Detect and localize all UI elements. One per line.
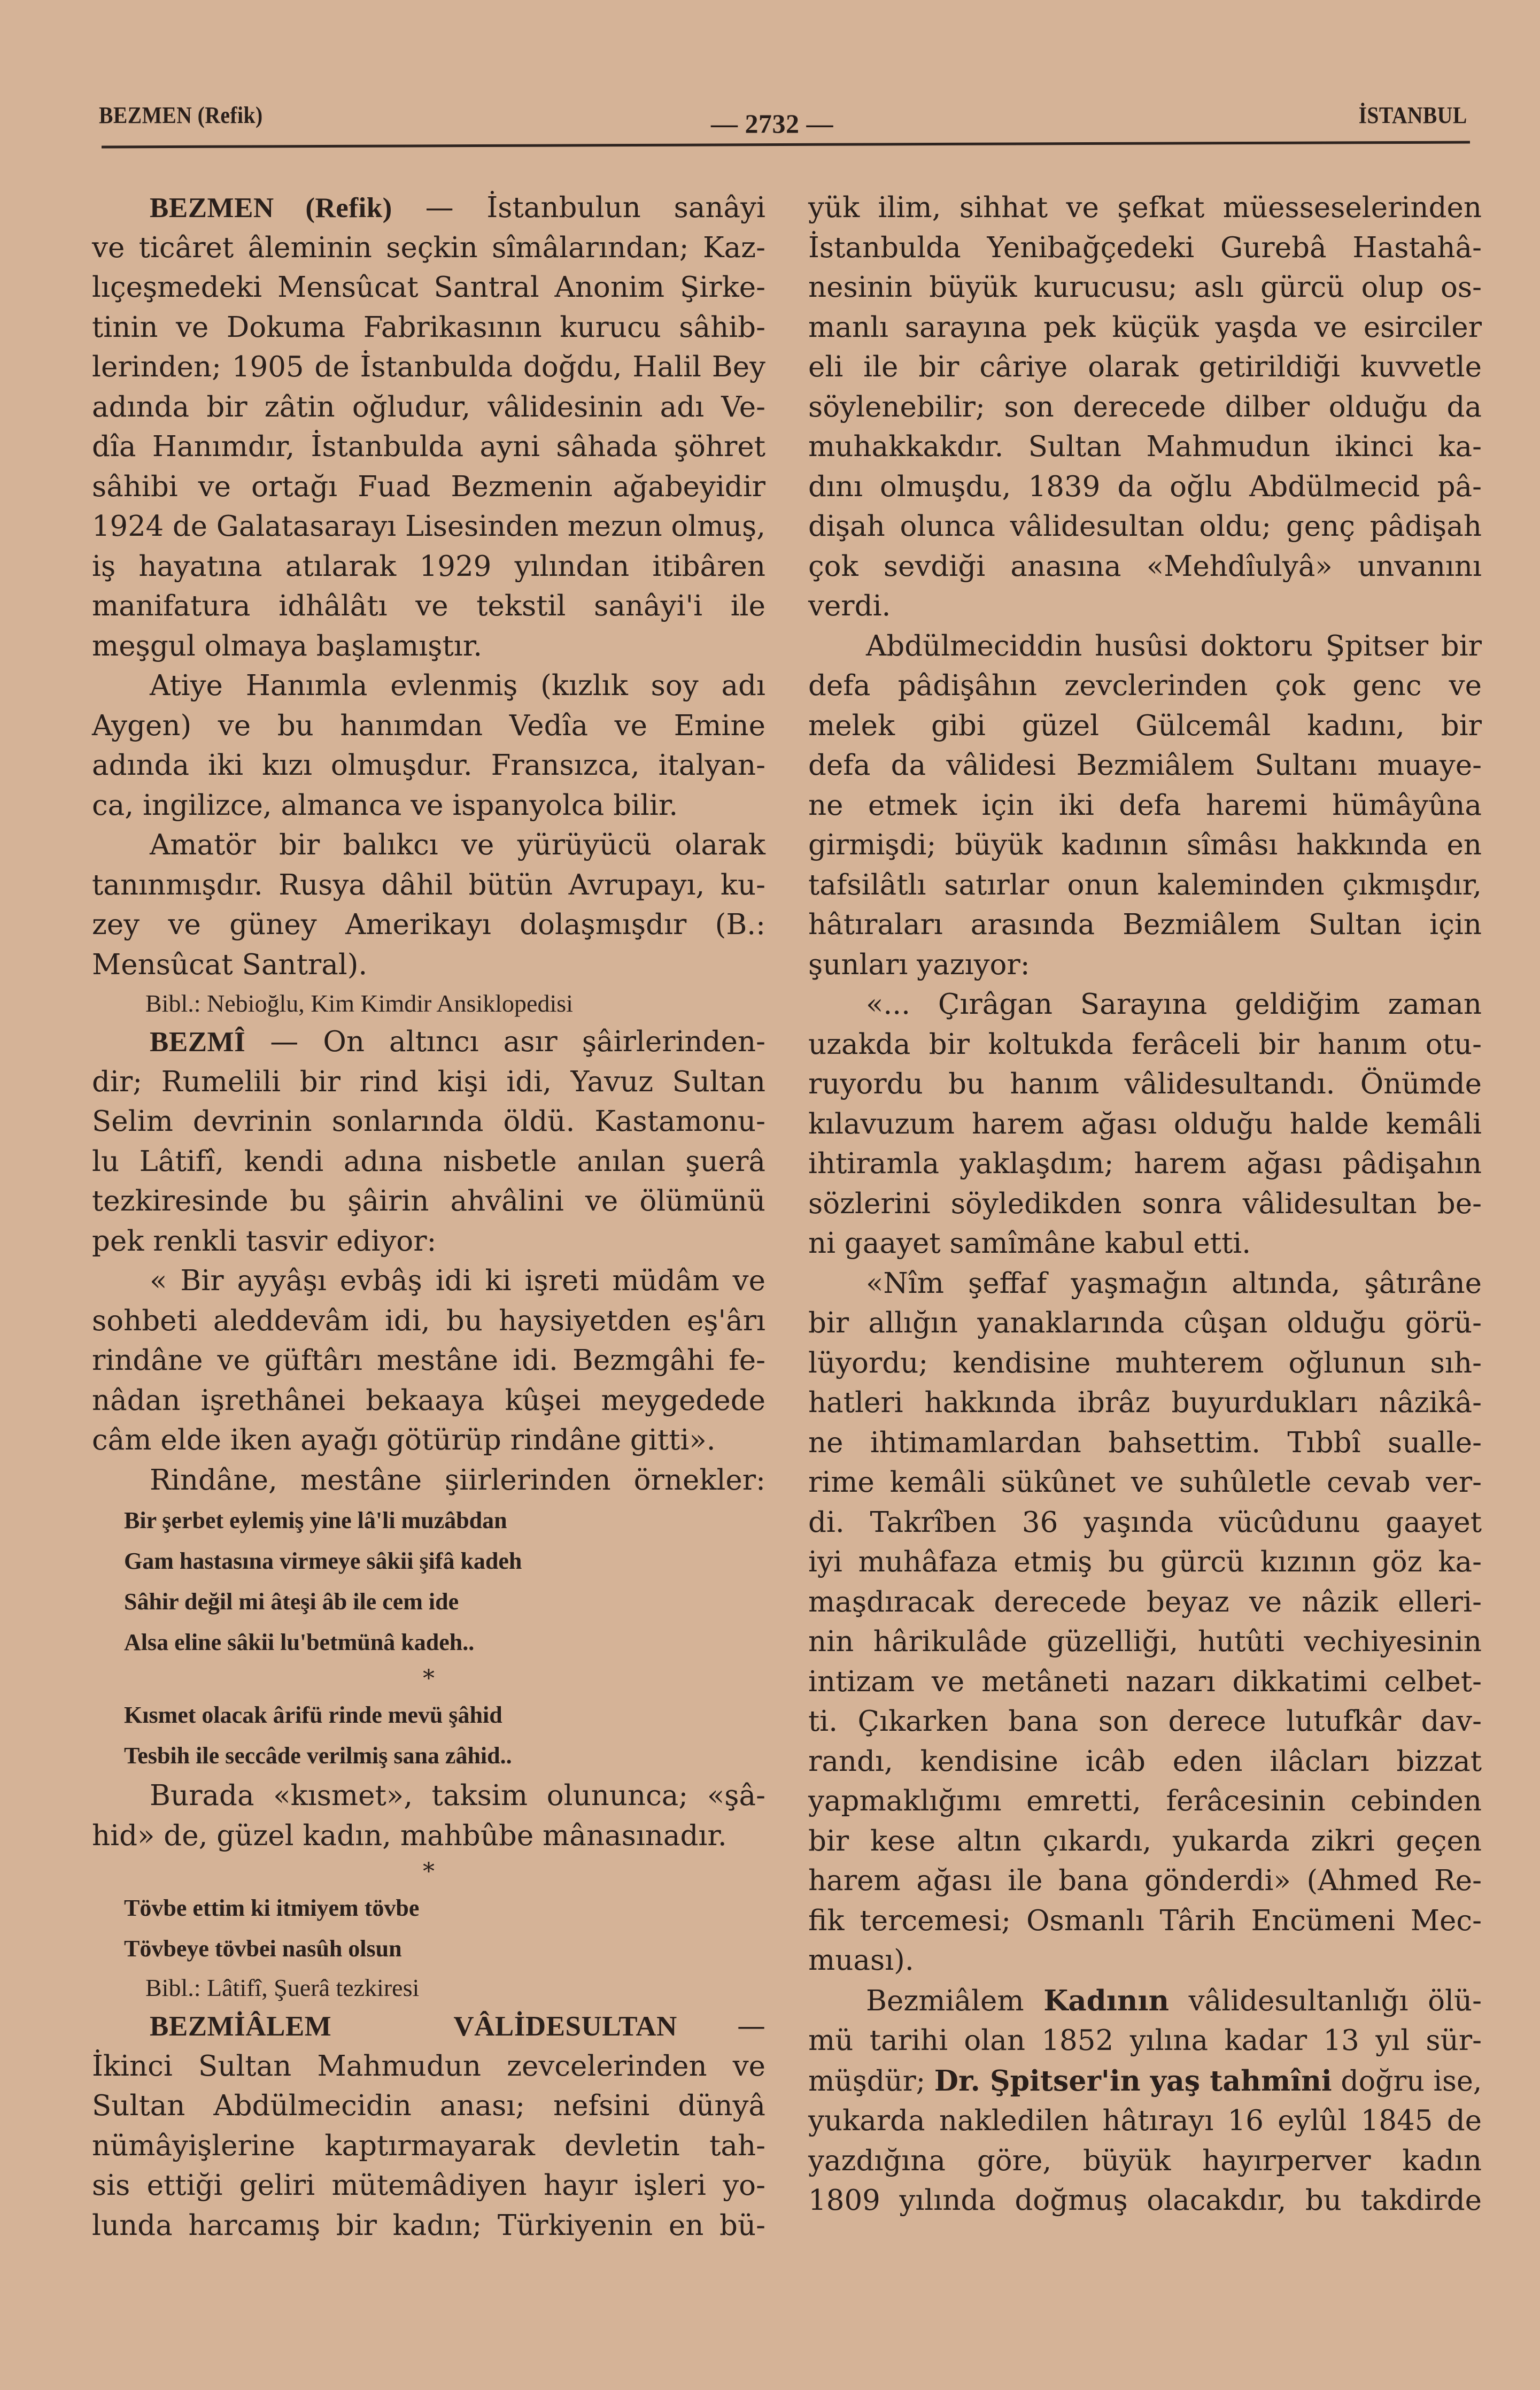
quote-line: kılavuzum harem ağası olduğu halde kemâli: [808, 1107, 1482, 1140]
text-line: [92, 2007, 765, 2047]
headword: BEZMEN (Refik): [150, 192, 392, 223]
entry-bezmialem: [92, 2007, 765, 2246]
text-line: dını olmuşdu, 1839 da oğlu Abdülmecid pâ-: [808, 470, 1482, 503]
quote-line: ti. Çıkarken bana son derece lutufkâr dav-: [808, 1705, 1482, 1738]
quote-line: rime kemâli sükûnet ve suhûletle cevab ver-: [808, 1466, 1482, 1499]
bibliography: Bibl.: Nebioğlu, Kim Kimdir Ansiklopedisi: [145, 990, 573, 1017]
verse-line: Sâhir değil mi âteşi âb ile cem ide: [124, 1589, 459, 1615]
text-line: Atiye Hanımla evlenmiş (kızlık soy adı: [150, 669, 765, 702]
text-line: Mensûcat Santral).: [92, 948, 368, 981]
quote-line: bir kese altın çıkardı, yukarda zikri geçen: [808, 1824, 1482, 1857]
text-line: dir; Rumelili bir rind kişi idi, Yavuz Sultan: [92, 1065, 765, 1098]
quote-line: yapmaklığımı emretti, ferâcesinin cebinden: [808, 1785, 1482, 1817]
text-span: İstanbulun sanâyi: [486, 191, 765, 224]
text-line: pek renkli tasvir ediyor:: [92, 1224, 437, 1258]
text-span: vâlidesultanlığı ölü-: [1169, 1984, 1482, 2017]
text-line: ca, ingilizce, almanca ve ispanyolca bilir.: [92, 789, 678, 822]
emphasis: Dr. Şpitser'in yaş tahmîni: [934, 2064, 1332, 2098]
entry-bezmi: [92, 1022, 765, 2007]
quote-line: «... Çırâgan Sarayına geldiğim zaman: [866, 988, 1482, 1021]
text-line: girmişdi; büyük kadının sîmâsı hakkında en: [808, 829, 1482, 861]
text-line: iş hayatına atılarak 1929 yılından itibâren: [92, 550, 765, 583]
text-line: Sultan Abdülmecidin anası; nefsini dünyâ: [92, 2090, 765, 2122]
text-line: [808, 1981, 1482, 2022]
text-line: tezkiresinde bu şâirin ahvâlini ve ölümünü: [92, 1185, 765, 1217]
verse-line: Tövbeye tövbei nasûh olsun: [124, 1936, 402, 1962]
text-line: manlı sarayına pek küçük yaşda ve esirciler: [808, 311, 1482, 344]
text-line: mü tarihi olan 1852 yılına kadar 13 yıl sür-: [808, 2024, 1482, 2057]
text-line: 1809 yılında doğmuş olacakdır, bu takdirde: [808, 2184, 1482, 2217]
text-line: dişah olunca vâlidesultan oldu; genç pâdişah: [808, 510, 1482, 543]
quote-line: muası).: [808, 1944, 914, 1977]
right-column: [808, 188, 1482, 2221]
quote-line: «Nîm şeffaf yaşmağın altında, şâtırâne: [866, 1267, 1482, 1300]
quote-line: rindâne ve güftârı mestâne idi. Bezmgâhi fe-: [92, 1344, 765, 1377]
text-line: lerinden; 1905 de İstanbulda doğdu, Halil Bey: [92, 351, 765, 383]
text-line: muhakkakdır. Sultan Mahmudun ikinci ka-: [808, 430, 1482, 463]
dash: —: [245, 1026, 323, 1058]
quote-line: bir allığın yanaklarında cûşan olduğu görü-: [808, 1307, 1482, 1339]
text-line: nümâyişlerine kaptırmayarak devletin tah-: [92, 2129, 765, 2162]
quote-line: maşdıracak derecede beyaz ve nâzik elleri-: [808, 1585, 1482, 1618]
quote-line: nâdan işrethânei bekaaya kûşei meygedede: [92, 1384, 765, 1417]
text-line: Selim devrinin sonlarında öldü. Kastamonu-: [92, 1105, 765, 1138]
quote-paragraph: [808, 1264, 1482, 1981]
text-line: Aygen) ve bu hanımdan Vedîa ve Emine: [92, 709, 765, 742]
entry-bezmen-refik: [92, 188, 765, 1022]
text-span: Bezmiâlem: [866, 1984, 1044, 2017]
headword: BEZMİÂLEM VÂLİDESULTAN: [150, 2011, 677, 2042]
quote-line: lüyordu; kendisine muhterem oğlunun sıh-: [808, 1346, 1482, 1379]
text-line: [808, 2061, 1482, 2102]
asterisk-separator: *: [423, 1665, 435, 1692]
quote-line: randı, kendisine icâb eden ilâcları bizzat: [808, 1745, 1482, 1778]
quote-line: fik tercemesi; Osmanlı Târih Encümeni Mec-: [808, 1904, 1482, 1937]
text-line: Burada «kısmet», taksim olununca; «şâ-: [150, 1779, 765, 1812]
paragraph: [808, 1981, 1482, 2221]
quote-line: ni gaayet samîmâne kabul etti.: [808, 1227, 1251, 1260]
running-head-left: BEZMEN (Refik): [99, 102, 263, 128]
text-line: ne etmek için iki defa haremi hümâyûna: [808, 789, 1482, 822]
headword: BEZMÎ: [150, 1027, 246, 1058]
dash: —: [392, 191, 487, 224]
running-head-right: İSTANBUL: [1358, 102, 1467, 128]
quote-line: di. Takrîben 36 yaşında vücûdunu gaayet: [808, 1506, 1482, 1539]
text-line: [92, 1022, 765, 1062]
text-line: 1924 de Galatasarayı Lisesinden mezun olmuş,: [92, 510, 765, 543]
quote-line: harem ağası ile bana gönderdi» (Ahmed Re-: [808, 1864, 1482, 1897]
asterisk-separator: *: [423, 1858, 435, 1885]
text-line: tafsilâtlı satırlar onun kaleminden çıkmışdır,: [808, 868, 1482, 901]
verse-line: Tövbe ettim ki itmiyem tövbe: [124, 1895, 420, 1921]
paragraph: [808, 627, 1482, 985]
text-line: ve ticâret âleminin seçkin sîmâlarından; Kaz-: [92, 231, 765, 264]
quote-line: « Bir ayyâşı evbâş idi ki işreti müdâm ve: [150, 1265, 765, 1297]
text-line: defa pâdişâhın zevclerinden çok genc ve: [808, 669, 1482, 702]
text-line: Amatör bir balıkcı ve yürüyücü olarak: [150, 829, 765, 861]
text-line: çok sevdiği anasına «Mehdîulyâ» unvanını: [808, 550, 1482, 583]
verse-line: Kısmet olacak ârifü rinde mevü şâhid: [124, 1702, 502, 1728]
text-line: yukarda nakledilen hâtırayı 16 eylûl 1845 de: [808, 2104, 1482, 2137]
verse-line: Alsa eline sâkii lu'betmünâ kadeh..: [124, 1629, 475, 1655]
quote-line: iyi muhâfaza etmiş bu gürcü kızının göz ka-: [808, 1546, 1482, 1578]
quote-line: ne ihtimamlardan bahsettim. Tıbbî sualle-: [808, 1426, 1482, 1459]
text-line: şunları yazıyor:: [808, 948, 1030, 981]
text-line: İstanbulda Yenibağçedeki Gurebâ Hastahâ-: [808, 231, 1482, 264]
paragraph: [808, 188, 1482, 627]
text-line: lunda harcamış bir kadın; Türkiyenin en bü-: [92, 2209, 765, 2242]
verse-line: Tesbih ile seccâde verilmiş sana zâhid..: [124, 1743, 512, 1769]
text-line: söylenebilir; son derecede dilber olduğu da: [808, 390, 1482, 423]
verse-line: Gam hastasına virmeye sâkii şifâ kadeh: [124, 1548, 522, 1574]
text-span: doğru ise,: [1332, 2064, 1482, 2098]
running-head: [99, 96, 1467, 144]
text-line: sis ettiği geliri mütemâdiyen hayır işleri yo-: [92, 2169, 765, 2202]
emphasis: Kadının: [1043, 1984, 1170, 2017]
text-span: müşdür;: [808, 2064, 934, 2098]
text-line: Abdülmeciddin husûsi doktoru Şpitser bir: [866, 629, 1482, 662]
text-line: tinin ve Dokuma Fabrikasının kurucu sâhib-: [92, 311, 765, 344]
text-line: dîa Hanımdır, İstanbulda ayni sâhada şöhret: [92, 430, 765, 463]
quote-line: intizam ve metâneti nazarı dikkatimi celbet-: [808, 1665, 1482, 1698]
page-number: — 2732 —: [711, 109, 833, 138]
text-line: meşgul olmaya başlamıştır.: [92, 629, 483, 662]
text-line: lu Lâtifî, kendi adına nisbetle anılan şuerâ: [92, 1145, 765, 1178]
quote-line: sohbeti aleddevâm idi, bu haysiyetden eş'ârı: [92, 1304, 765, 1337]
quote-line: hatleri hakkında ibrâz buyurdukları nâzikâ-: [808, 1386, 1482, 1419]
quote-line: uzakda bir koltukda ferâceli bir hanım otu-: [808, 1028, 1482, 1061]
text-line: defa da vâlidesi Bezmiâlem Sultanı muaye-: [808, 749, 1482, 782]
quote-line: sözlerini söyledikden sonra vâlidesultan be-: [808, 1187, 1482, 1220]
quote-paragraph: [808, 985, 1482, 1264]
text-line: hid» de, güzel kadın, mahbûbe mânasınadır.: [92, 1819, 727, 1852]
text-line: verdi.: [808, 590, 891, 622]
quote-line: ruyordu bu hanım vâlidesultandı. Önümde: [808, 1068, 1482, 1100]
text-line: melek gibi güzel Gülcemâl kadını, bir: [808, 709, 1482, 742]
text-line: eli ile bir câriye olarak getirildiği kuvvetle: [808, 351, 1482, 383]
text-line: hâtıraları arasında Bezmiâlem Sultan için: [808, 908, 1482, 941]
quote-line: ihtiramla yaklaşdım; harem ağası pâdişahın: [808, 1147, 1482, 1180]
text-line: [92, 188, 765, 228]
text-line: sâhibi ve ortağı Fuad Bezmenin ağabeyidir: [92, 470, 765, 503]
text-line: lıçeşmedeki Mensûcat Santral Anonim Şirke-: [92, 271, 765, 304]
quote-line: câm elde iken ayağı götürüp rindâne gitti».: [92, 1424, 716, 1456]
bibliography: Bibl.: Lâtifî, Şuerâ tezkiresi: [145, 1974, 420, 2001]
left-column: [92, 188, 765, 2246]
text-line: nesinin büyük kurucusu; aslı gürcü olup os-: [808, 271, 1482, 304]
text-line: adında iki kızı olmuşdur. Fransızca, italyan-: [92, 749, 765, 782]
text-line: adında bir zâtin oğludur, vâlidesinin adı Ve-: [92, 390, 765, 423]
text-line: yük ilim, sihhat ve şefkat müesseselerinden: [808, 191, 1482, 224]
text-line: İkinci Sultan Mahmudun zevcelerinden ve: [92, 2049, 765, 2083]
text-line: manifatura idhâlâtı ve tekstil sanâyi'i ile: [92, 590, 765, 622]
text-line: zey ve güney Amerikayı dolaşmışdır (B.:: [92, 908, 765, 941]
verse-line: Bir şerbet eylemiş yine lâ'li muzâbdan: [124, 1507, 507, 1533]
text-line: tanınmışdır. Rusya dâhil bütün Avrupayı, ku-: [92, 868, 765, 901]
text-line: yazdığına göre, büyük hayırperver kadın: [808, 2144, 1482, 2177]
dash: —: [737, 2010, 765, 2042]
quote-line: nin hârikulâde güzelliği, hutûti vechiyesinin: [808, 1625, 1482, 1658]
text-span: On altıncı asır şâirlerinden-: [323, 1026, 765, 1058]
text-line: Rindâne, mestâne şiirlerinden örnekler:: [150, 1463, 765, 1497]
